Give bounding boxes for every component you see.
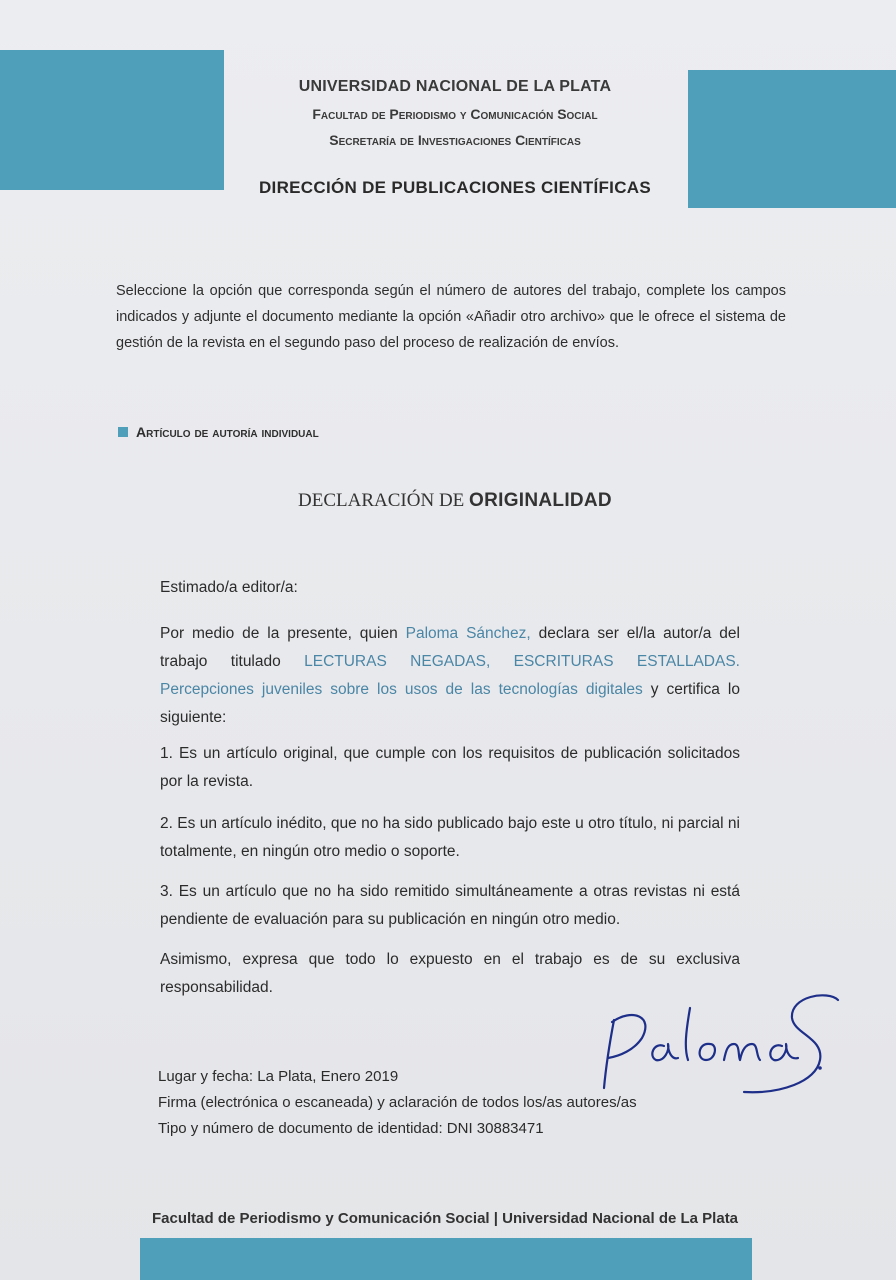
author-name: Paloma Sánchez, bbox=[405, 625, 531, 642]
intro-part-2: declara ser el/la autor/a del trabajo titulado bbox=[160, 625, 740, 670]
signature-line: Firma (electrónica o escaneada) y aclaración de todos los/as autores/as bbox=[158, 1094, 637, 1111]
intro-part-1: Por medio de la presente, quien bbox=[160, 625, 406, 642]
closing-paragraph: Asimismo, expresa que todo lo expuesto en el trabajo es de su exclusiva responsabilidad. bbox=[160, 951, 740, 996]
identity-document-line: Tipo y número de documento de identidad: DNI 30883471 bbox=[158, 1120, 544, 1137]
section-label-emphasis: autoría individual bbox=[212, 424, 319, 440]
university-name: UNIVERSIDAD NACIONAL DE LA PLATA bbox=[298, 78, 612, 95]
section-label bbox=[118, 424, 319, 440]
instructions-paragraph: Seleccione la opción que corresponda según el número de autores del trabajo, complete los campos indicados y adjunte el documento mediante la opción «Añadir otro archivo» que le ofrece el sistema de gestión de la revista en el segundo paso del proceso de realización de envíos. bbox=[116, 283, 786, 351]
square-bullet-icon bbox=[118, 427, 128, 437]
salutation: Estimado/a editor/a: bbox=[160, 579, 298, 596]
section-label-prefix: Artículo de bbox=[136, 424, 209, 440]
certification-item-1: 1. Es un artículo original, que cumple con los requisitos de publicación solicitados por la revista. bbox=[160, 745, 740, 790]
secretariat-name: Secretaría de Investigaciones Científicas bbox=[329, 132, 581, 148]
handwritten-signature bbox=[592, 986, 852, 1106]
faculty-name: Facultad de Periodismo y Comunicación Social bbox=[312, 106, 598, 122]
footer-band bbox=[140, 1238, 752, 1280]
header-band-left bbox=[0, 50, 224, 190]
work-title: LECTURAS NEGADAS, ESCRITURAS ESTALLADAS. Percepciones juveniles sobre los usos de las tecnologías digitales bbox=[160, 653, 740, 698]
certification-item-3: 3. Es un artículo que no ha sido remitido simultáneamente a otras revistas ni está pendiente de evaluación para su publicación en ningún otro medio. bbox=[160, 883, 740, 928]
declaration-title-prefix: DECLARACIÓN DE bbox=[298, 490, 470, 511]
footer-text: Facultad de Periodismo y Comunicación Social | Universidad Nacional de La Plata bbox=[152, 1210, 739, 1227]
direction-name: DIRECCIÓN DE PUBLICACIONES CIENTÍFICAS bbox=[258, 178, 652, 197]
intro-part-3: y certifica lo siguiente: bbox=[160, 681, 740, 726]
place-and-date: Lugar y fecha: La Plata, Enero 2019 bbox=[158, 1068, 399, 1085]
certification-item-2: 2. Es un artículo inédito, que no ha sido publicado bajo este u otro título, ni parcial ni totalmente, en ningún otro medio o soporte. bbox=[160, 815, 740, 860]
main-paragraph bbox=[160, 620, 740, 732]
declaration-title bbox=[290, 490, 620, 512]
declaration-title-emphasis: ORIGINALIDAD bbox=[469, 490, 612, 511]
header-band-right bbox=[688, 70, 896, 208]
